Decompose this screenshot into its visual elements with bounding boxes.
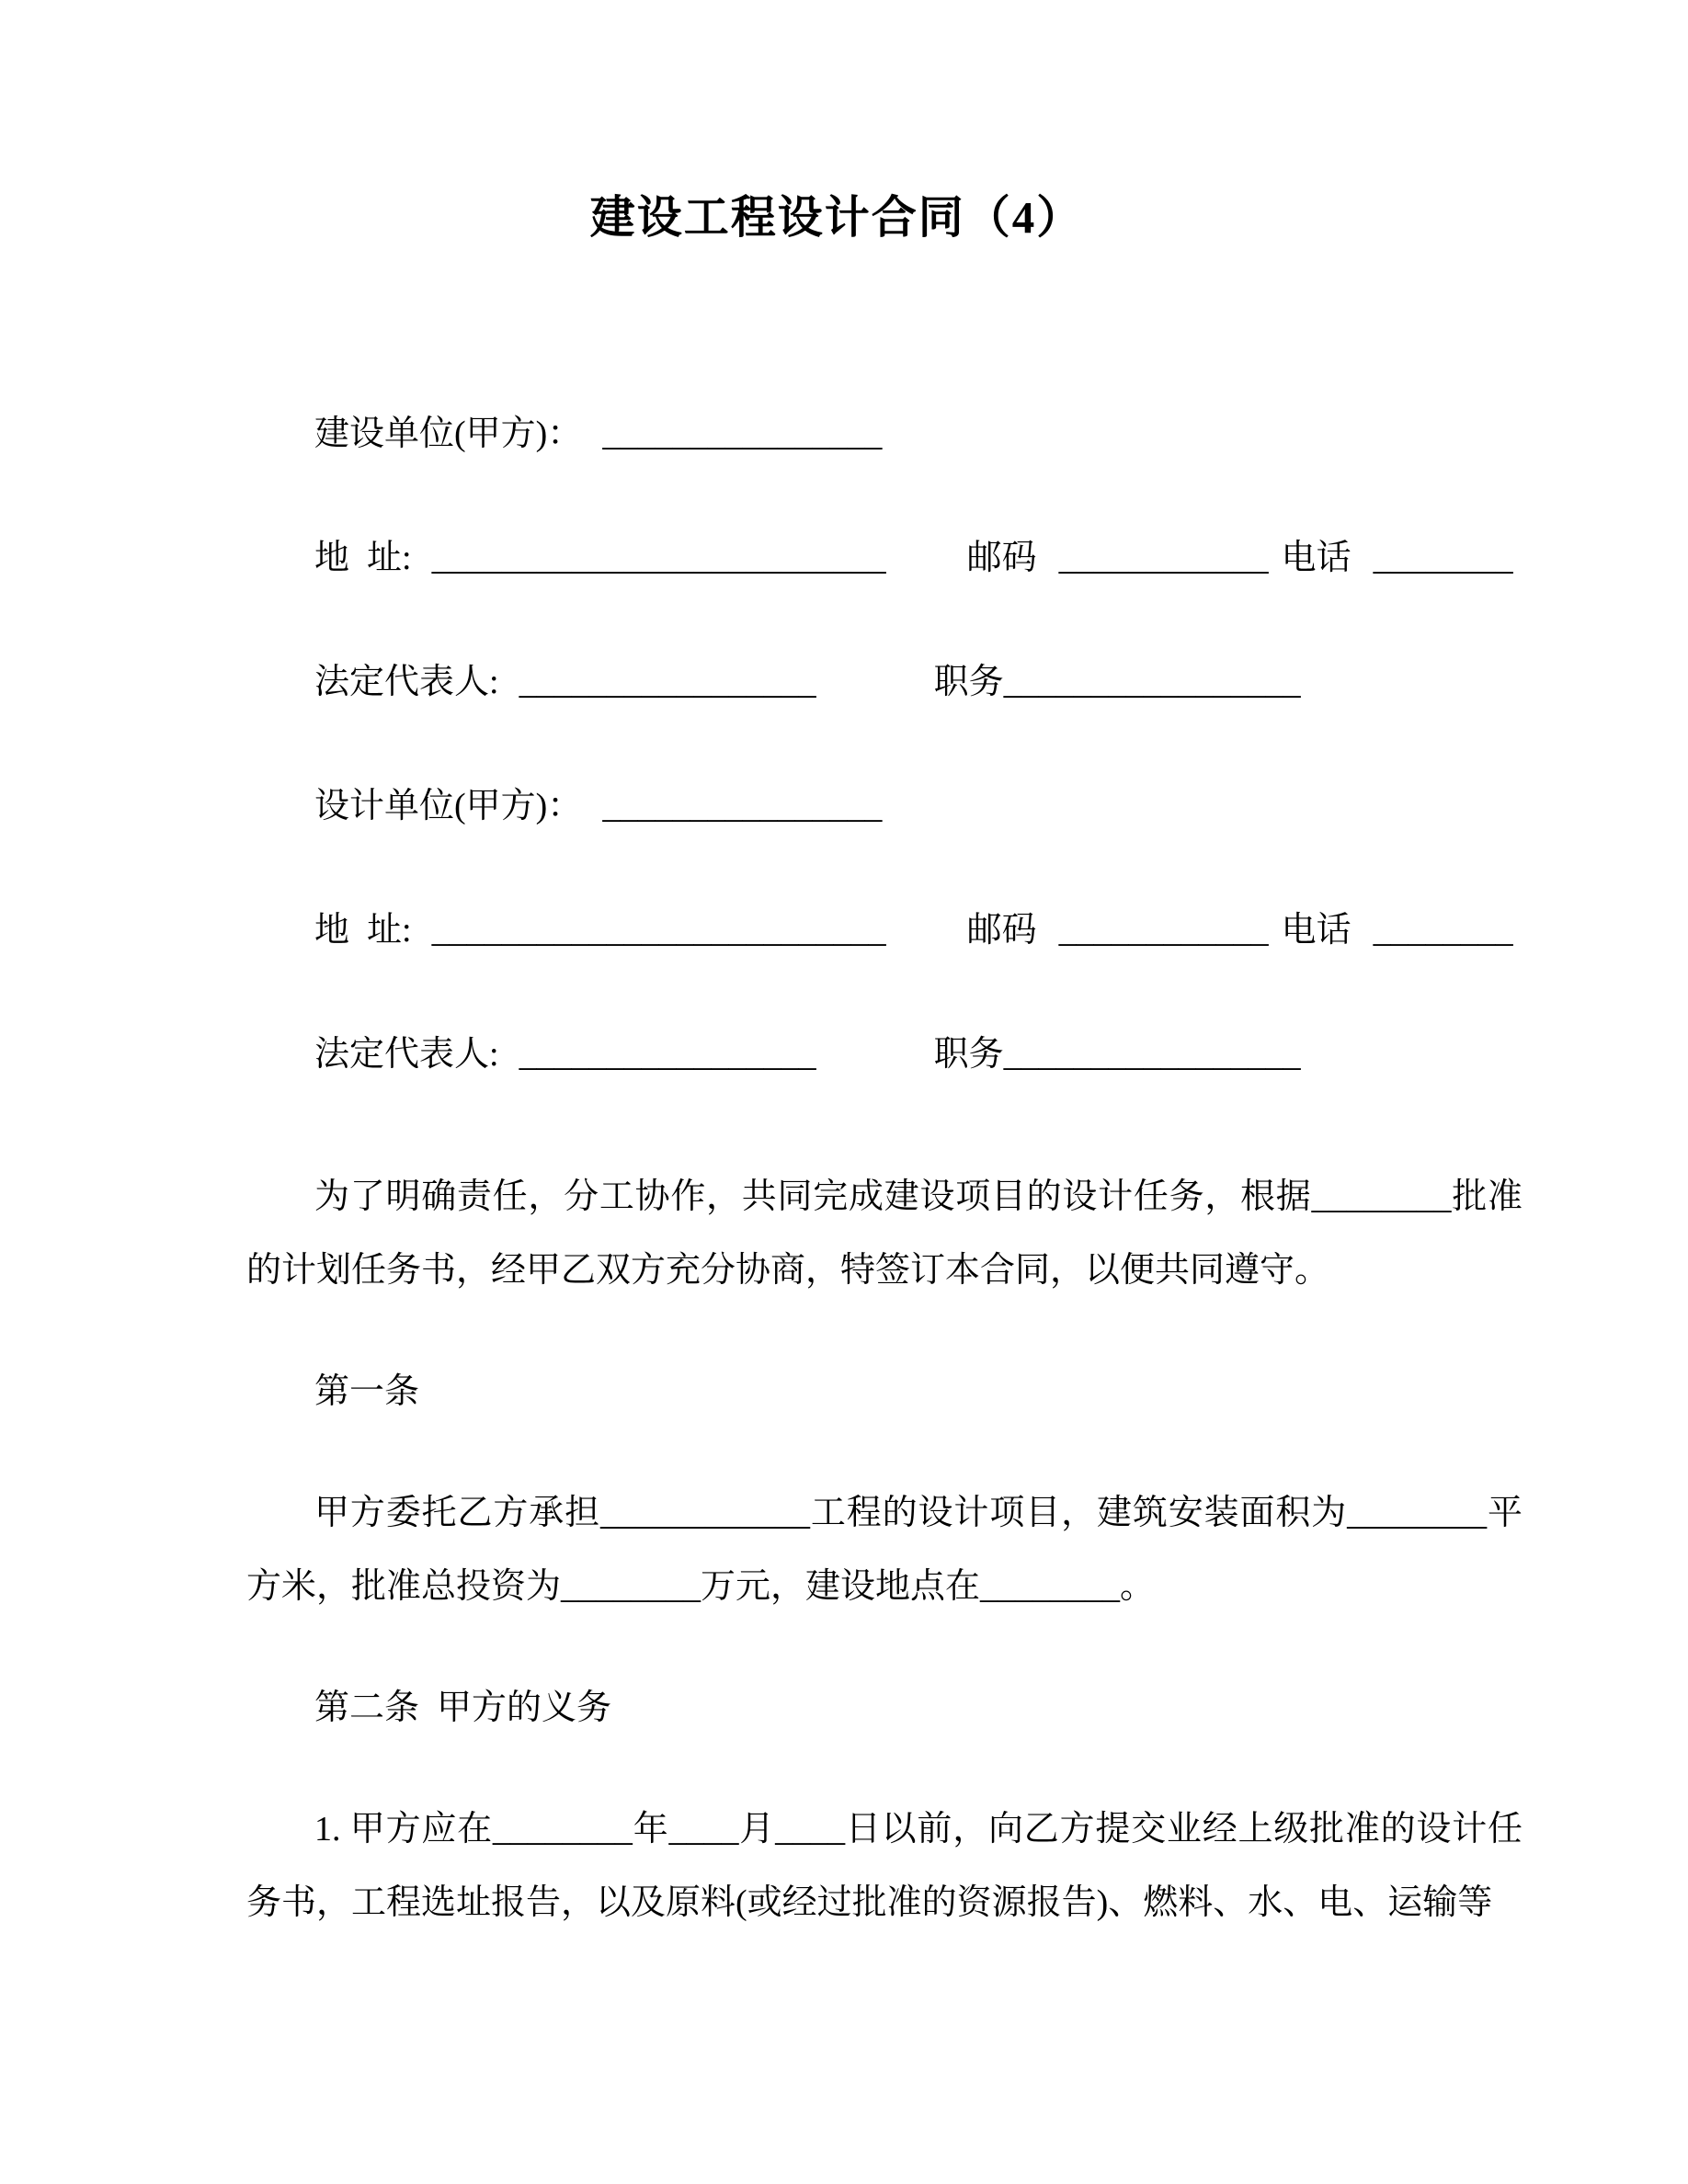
article-2-item-1-line-2: 务书，工程选址报告，以及原料(或经过批准的资源报告)、燃料、水、电、运输等 [246,1883,1493,1922]
party-a-representative-row [246,664,1523,700]
party-a-zip-label: 邮码 [966,538,1037,577]
party-b-rep-label: 法定代表人: [314,1034,499,1074]
party-a-unit-label: 建设单位(甲方)： [314,414,583,453]
party-a-address-label: 地 址: [314,538,412,577]
party-a-address-blank: __________________________ [431,538,886,577]
party-b-zip-blank: ____________ [1058,910,1269,950]
party-b-address-row [246,912,1523,949]
article-1-heading: 第一条 [314,1371,420,1411]
party-a-section [246,415,1523,700]
party-b-duty-label: 职务 [933,1034,1004,1074]
article-1-line-1: 甲方委托乙方承担____________工程的设计项目，建筑安装面积为________平 [314,1493,1523,1532]
party-a-address-row [246,540,1523,576]
article-2-item-1-line-1: 1. 甲方应在________年____月____日以前，向乙方提交业经上级批准的设计任 [314,1809,1523,1848]
party-a-unit-row [246,415,1523,452]
party-b-phone-label: 电话 [1281,910,1352,950]
party-b-unit-label: 设计单位(甲方)： [314,786,583,825]
party-b-zip-label: 邮码 [966,910,1037,950]
party-a-rep-blank: _________________ [519,662,816,701]
party-b-representative-row [246,1036,1523,1073]
party-a-unit-blank: ________________ [602,414,883,453]
document-title: 建设工程设计合同（4） [589,192,1084,243]
party-a-phone-blank: ________ [1373,538,1513,577]
party-b-section [246,788,1523,1073]
article-1-body [246,1476,1523,1623]
preamble-line-1: 为了明确责任，分工协作，共同完成建设项目的设计任务，根据________批准 [314,1177,1523,1216]
party-a-zip-blank: ____________ [1058,538,1269,577]
party-b-address-blank: __________________________ [431,910,886,950]
party-b-unit-blank: ________________ [602,786,883,825]
article-1-line-2: 方米，批准总投资为________万元，建设地点在________。 [246,1566,1156,1606]
preamble-paragraph [246,1160,1523,1307]
party-b-address-label: 地 址: [314,910,412,950]
party-b-duty-blank: _________________ [1003,1034,1301,1074]
party-a-duty-blank: _________________ [1003,662,1301,701]
preamble-line-2: 的计划任务书，经甲乙双方充分协商，特签订本合同，以便共同遵守。 [246,1250,1330,1290]
article-2-heading: 第二条 甲方的义务 [314,1688,612,1727]
party-a-duty-label: 职务 [933,662,1004,701]
party-b-rep-blank: _________________ [519,1034,816,1074]
party-b-phone-blank: ________ [1373,910,1513,950]
article-2-item-1 [246,1792,1523,1939]
party-a-rep-label: 法定代表人: [314,662,499,701]
party-a-phone-label: 电话 [1281,538,1352,577]
party-b-unit-row [246,788,1523,825]
